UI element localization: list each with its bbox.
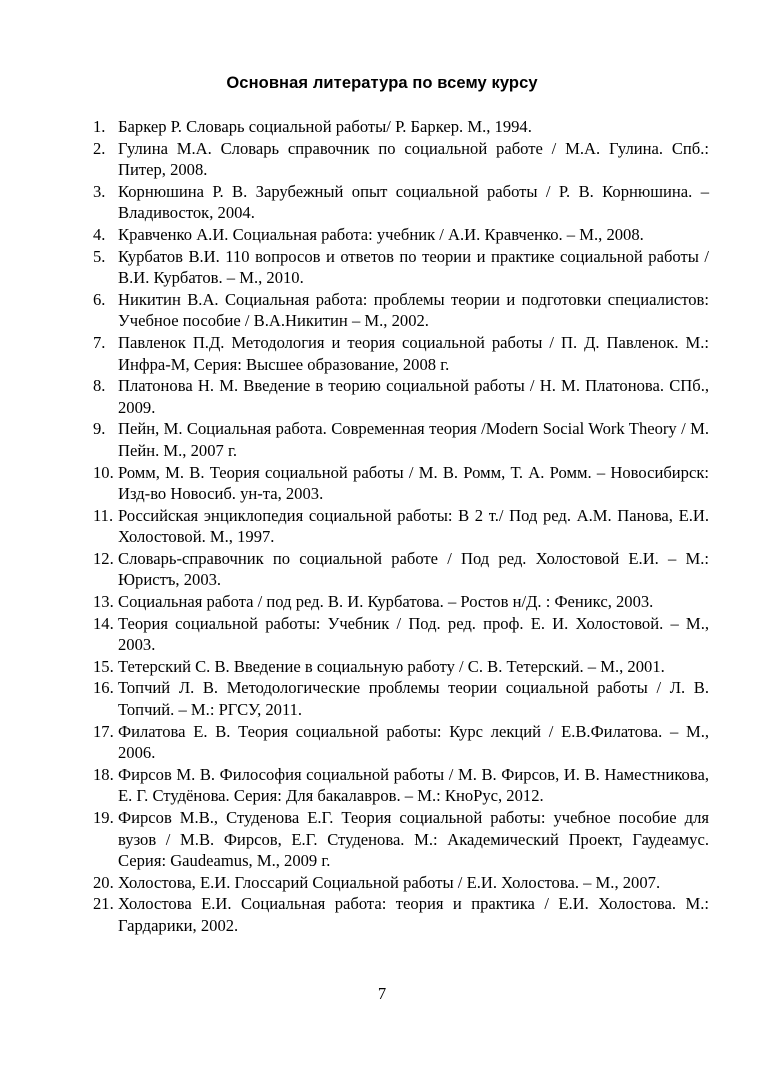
bibliography-entry — [93, 505, 709, 548]
entry-number: 15. — [93, 656, 114, 676]
entry-number: 2. — [93, 138, 106, 158]
entry-text: Корнюшина Р. В. Зарубежный опыт социальной работы / Р. В. Корнюшина. – Владивосток, 2004. — [118, 181, 709, 223]
entry-text: Холостова Е.И. Социальная работа: теория и практика / Е.И. Холостова. М.: Гардарики, 2002. — [118, 894, 709, 935]
entry-text: Социальная работа / под ред. В. И. Курбатова. – Ростов н/Д. : Феникс, 2003. — [118, 592, 654, 612]
entry-text: Кравченко А.И. Социальная работа: учебник / А.И. Кравченко. – М., 2008. — [118, 224, 644, 244]
entry-number: 19. — [93, 808, 114, 827]
entry-number: 8. — [93, 376, 106, 396]
entry-number: 1. — [93, 117, 106, 136]
entry-number: 20. — [93, 872, 114, 892]
entry-text: Гулина М.А. Словарь справочник по социальной работе / М.А. Гулина. Спб.: Питер, 2008. — [118, 138, 709, 180]
entry-number: 17. — [93, 721, 114, 741]
entry-text: Баркер Р. Словарь социальной работы/ Р. Баркер. М., 1994. — [118, 117, 532, 136]
entry-text: Филатова Е. В. Теория социальной работы: Курс лекций / Е.В.Филатова. – М., 2006. — [118, 721, 709, 763]
entry-text: Курбатов В.И. 110 вопросов и ответов по теории и практике социальной работы / В.И. Курбатов. – М., 2010. — [118, 246, 709, 288]
entry-number: 13. — [93, 592, 114, 612]
entry-text: Фирсов М.В., Студенова Е.Г. Теория социальной работы: учебное пособие для вузов / М.В. Фирсов, Е.Г. Студенова. М.: Академический Проект, Гаудеамус. Серия: Gaudeamus, М., 2009 г. — [118, 808, 709, 871]
bibliography-entry — [93, 721, 709, 764]
entry-number: 21. — [93, 894, 114, 914]
entry-text: Ромм, М. В. Теория социальной работы / М. В. Ромм, Т. А. Ромм. – Новосибирск: Изд-во Новосиб. ун-та, 2003. — [118, 462, 709, 504]
bibliography-entry — [93, 613, 709, 656]
bibliography-entry — [93, 807, 709, 872]
entry-text: Пейн, М. Социальная работа. Современная теория /Modern Social Work Theory / М. Пейн. М., 2007 г. — [118, 419, 709, 460]
entry-text: Топчий Л. В. Методологические проблемы теории социальной работы / Л. В. Топчий. – М.: РГСУ, 2011. — [118, 678, 709, 720]
bibliography-entry — [93, 224, 709, 246]
entry-number: 9. — [93, 419, 106, 439]
page-number: 7 — [377, 984, 387, 1003]
entry-text: Павленок П.Д. Методология и теория социальной работы / П. Д. Павленок. М.: Инфра-М, Серия: Высшее образование, 2008 г. — [118, 332, 709, 374]
entry-text: Тетерский С. В. Введение в социальную работу / С. В. Тетерский. – М., 2001. — [118, 656, 665, 676]
bibliography-entry — [93, 462, 709, 505]
bibliography-entry — [93, 893, 709, 936]
entry-number: 3. — [93, 181, 106, 201]
bibliography-entry — [93, 289, 709, 332]
bibliography-entry — [93, 332, 709, 375]
bibliography-entry — [93, 181, 709, 224]
bibliography-entry — [93, 138, 709, 181]
bibliography-entry — [93, 418, 709, 461]
entry-number: 7. — [93, 332, 106, 352]
entry-text: Фирсов М. В. Философия социальной работы / М. В. Фирсов, И. В. Наместникова, Е. Г. Студёнова. Серия: Для бакалавров. – М.: КноРус, 2012. — [118, 764, 709, 806]
entry-number: 12. — [93, 548, 114, 568]
page-title: Основная литература по всему курсу — [226, 74, 538, 92]
entry-text: Платонова Н. М. Введение в теорию социальной работы / Н. М. Платонова. СПб., 2009. — [118, 376, 709, 417]
entry-number: 11. — [93, 505, 114, 525]
bibliography-entry — [93, 656, 709, 678]
entry-text: Словарь-справочник по социальной работе / Под ред. Холостовой Е.И. – М.: Юристъ, 2003. — [118, 548, 709, 590]
bibliography-list — [93, 116, 709, 937]
entry-number: 10. — [93, 462, 114, 482]
entry-number: 6. — [93, 289, 106, 309]
bibliography-entry — [93, 764, 709, 807]
entry-text: Никитин В.А. Социальная работа: проблемы теории и подготовки специалистов: Учебное пособие / В.А.Никитин – М., 2002. — [118, 289, 709, 331]
bibliography-entry — [93, 548, 709, 591]
bibliography-entry — [93, 116, 709, 138]
entry-number: 4. — [93, 224, 106, 244]
bibliography-entry — [93, 591, 709, 613]
entry-number: 14. — [93, 613, 114, 633]
bibliography-entry — [93, 246, 709, 289]
bibliography-entry — [93, 375, 709, 418]
entry-number: 5. — [93, 246, 106, 266]
entry-number: 18. — [93, 764, 114, 784]
entry-number: 16. — [93, 678, 114, 698]
entry-text: Холостова, Е.И. Глоссарий Социальной работы / Е.И. Холостова. – М., 2007. — [118, 872, 661, 892]
bibliography-entry — [93, 872, 709, 894]
entry-text: Российская энциклопедия социальной работы: В 2 т./ Под ред. А.М. Панова, Е.И. Холостовой. М., 1997. — [118, 505, 709, 547]
entry-text: Теория социальной работы: Учебник / Под. ред. проф. Е. И. Холостовой. – М., 2003. — [118, 613, 709, 655]
bibliography-entry — [93, 677, 709, 720]
